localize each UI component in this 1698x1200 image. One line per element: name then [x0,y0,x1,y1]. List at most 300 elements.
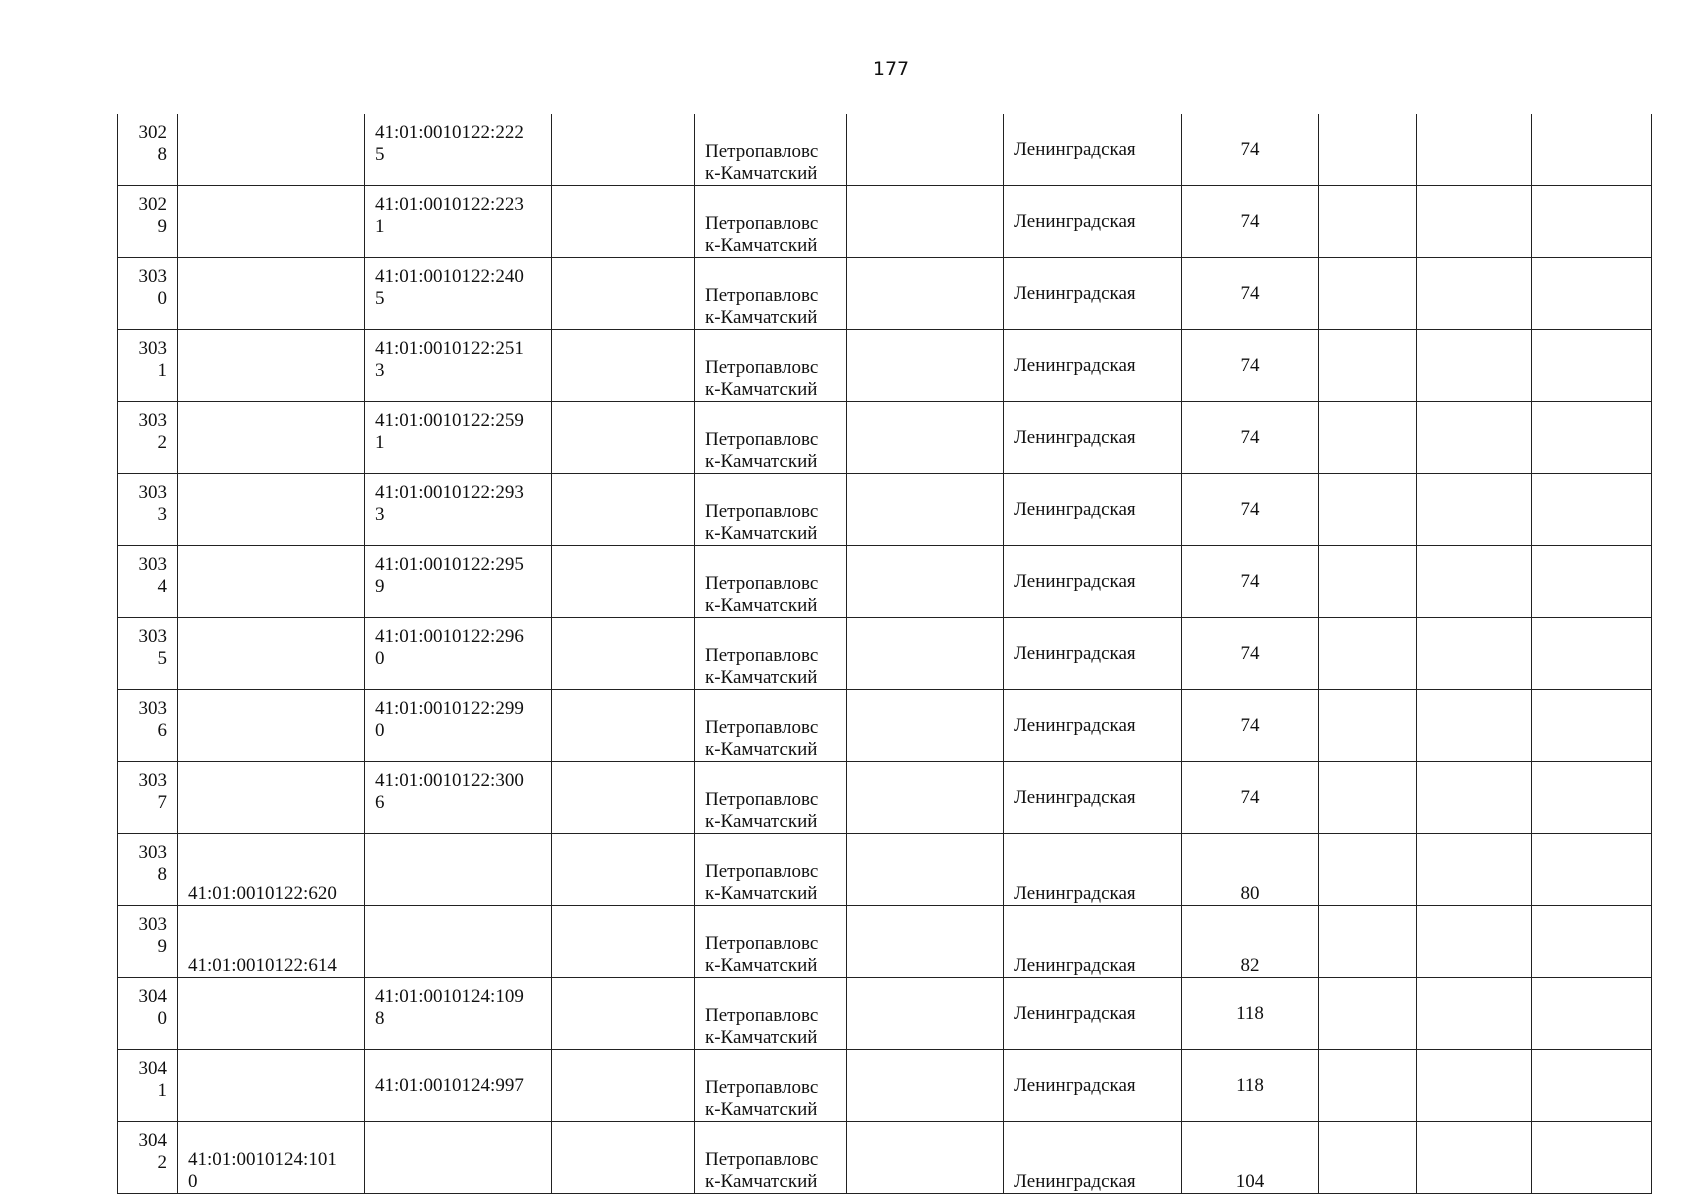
cadastral-number-b-cont: 0 [375,648,385,669]
city-name: Петропавловс [705,213,819,234]
city-name-cont: к-Камчатский [705,307,818,328]
cadastral-number-b: 41:01:0010122:240 [375,266,524,287]
city-name-cont: к-Камчатский [705,955,818,976]
row-number-part: 4 [157,576,167,597]
cadastral-number-a-cell [178,1122,365,1194]
empty-cell [847,690,1004,762]
empty-cell [1532,258,1652,330]
row-number-cell [118,546,178,618]
cadastral-number-b: 41:01:0010124:109 [375,986,524,1007]
city-cell [695,762,847,834]
empty-cell [847,186,1004,258]
registry-table [117,114,1652,1194]
street-name: Ленинградская [1014,955,1136,976]
city-name: Петропавловс [705,573,819,594]
row-number-part: 9 [157,216,167,237]
city-cell [695,546,847,618]
city-name-cont: к-Камчатский [705,451,818,472]
cadastral-number-b-cell [365,474,552,546]
city-name: Петропавловс [705,429,819,450]
empty-cell [552,834,695,906]
table-row [118,906,1652,978]
cadastral-number-b: 41:01:0010122:222 [375,122,524,143]
empty-cell [1532,114,1652,186]
empty-cell [1532,978,1652,1050]
cadastral-number-b: 41:01:0010122:299 [375,698,524,719]
row-number-part: 303 [138,554,167,575]
table-row [118,546,1652,618]
cadastral-number-b-cell [365,906,552,978]
row-number-part: 304 [138,1130,167,1151]
table-row [118,762,1652,834]
street-cell [1004,834,1182,906]
cadastral-number-b-cell [365,1122,552,1194]
empty-cell [552,258,695,330]
street-name: Ленинградская [1014,1002,1136,1024]
street-cell [1004,978,1182,1050]
empty-cell [1417,762,1532,834]
cadastral-number-b-cont: 1 [375,216,385,237]
empty-cell [1532,186,1652,258]
street-cell [1004,618,1182,690]
empty-cell [1417,258,1532,330]
table-row [118,1122,1652,1194]
empty-cell [552,906,695,978]
row-number-cell [118,906,178,978]
empty-cell [552,1122,695,1194]
house-number: 74 [1240,786,1260,808]
row-number-part: 303 [138,914,167,935]
city-name-cont: к-Камчатский [705,235,818,256]
empty-cell [1319,186,1417,258]
row-number-part: 302 [138,122,167,143]
house-number: 74 [1240,282,1260,304]
house-number: 80 [1240,883,1260,904]
street-name: Ленинградская [1014,786,1136,808]
cadastral-number-b-cell [365,1050,552,1122]
street-name: Ленинградская [1014,354,1136,376]
cadastral-number-b: 41:01:0010122:251 [375,338,524,359]
row-number-part: 304 [138,1058,167,1079]
house-number: 74 [1240,498,1260,520]
cadastral-number-a-cell [178,1050,365,1122]
row-number-cell [118,114,178,186]
row-number-part: 0 [157,1008,167,1029]
house-number: 74 [1240,138,1260,160]
empty-cell [1417,618,1532,690]
empty-cell [1532,330,1652,402]
city-cell [695,978,847,1050]
house-number-cell [1182,762,1319,834]
empty-cell [552,978,695,1050]
cadastral-number-b-cell [365,834,552,906]
empty-cell [1417,690,1532,762]
row-number-cell [118,618,178,690]
table-row [118,618,1652,690]
empty-cell [1319,402,1417,474]
empty-cell [1319,978,1417,1050]
cadastral-number-a-cell [178,474,365,546]
cadastral-number-b: 41:01:0010122:300 [375,770,524,791]
cadastral-number-a: 41:01:0010122:620 [188,883,337,904]
cadastral-number-b-cont: 9 [375,576,385,597]
house-number: 74 [1240,570,1260,592]
cadastral-number-b-cont: 3 [375,504,385,525]
empty-cell [1319,618,1417,690]
empty-cell [1417,546,1532,618]
empty-cell [1532,906,1652,978]
row-number-part: 303 [138,770,167,791]
empty-cell [1417,186,1532,258]
cadastral-number-a-cont: 0 [188,1171,198,1192]
street-cell [1004,114,1182,186]
street-name: Ленинградская [1014,210,1136,232]
house-number: 118 [1236,1002,1264,1024]
cadastral-number-b-cell [365,114,552,186]
table-row [118,690,1652,762]
city-cell [695,834,847,906]
street-cell [1004,474,1182,546]
house-number-cell [1182,834,1319,906]
empty-cell [1532,762,1652,834]
empty-cell [847,834,1004,906]
row-number-cell [118,762,178,834]
street-name: Ленинградская [1014,426,1136,448]
city-name: Петропавловс [705,1077,819,1098]
empty-cell [552,1050,695,1122]
house-number: 118 [1236,1074,1264,1096]
cadastral-number-a-cell [178,762,365,834]
house-number: 74 [1240,354,1260,376]
house-number: 74 [1240,426,1260,448]
empty-cell [552,690,695,762]
city-cell [695,402,847,474]
empty-cell [1417,474,1532,546]
empty-cell [847,474,1004,546]
house-number-cell [1182,330,1319,402]
row-number-part: 302 [138,194,167,215]
cadastral-number-b-cell [365,978,552,1050]
street-name: Ленинградская [1014,1074,1136,1096]
table-row [118,402,1652,474]
house-number: 74 [1240,714,1260,736]
cadastral-number-b-cont: 8 [375,1008,385,1029]
table-row [118,330,1652,402]
street-name: Ленинградская [1014,642,1136,664]
cadastral-number-b: 41:01:0010122:295 [375,554,524,575]
empty-cell [847,978,1004,1050]
empty-cell [847,546,1004,618]
row-number-part: 304 [138,986,167,1007]
empty-cell [552,618,695,690]
house-number-cell [1182,1050,1319,1122]
empty-cell [847,1050,1004,1122]
row-number-part: 6 [157,720,167,741]
cadastral-number-b: 41:01:0010122:259 [375,410,524,431]
house-number-cell [1182,186,1319,258]
empty-cell [552,762,695,834]
cadastral-number-b-cell [365,762,552,834]
cadastral-number-a-cell [178,618,365,690]
city-cell [695,1122,847,1194]
city-name: Петропавловс [705,1005,819,1026]
empty-cell [1417,1122,1532,1194]
empty-cell [1319,330,1417,402]
row-number-part: 9 [157,936,167,957]
cadastral-number-a-cell [178,978,365,1050]
row-number-part: 0 [157,288,167,309]
city-name: Петропавловс [705,141,819,162]
empty-cell [552,114,695,186]
city-name-cont: к-Камчатский [705,667,818,688]
street-name: Ленинградская [1014,1171,1136,1192]
row-number-part: 303 [138,698,167,719]
house-number: 104 [1235,1171,1265,1192]
city-cell [695,258,847,330]
table-row [118,474,1652,546]
city-cell [695,114,847,186]
house-number: 82 [1240,955,1260,976]
empty-cell [1532,1050,1652,1122]
cadastral-number-b-cell [365,258,552,330]
cadastral-number-b-cell [365,402,552,474]
street-cell [1004,258,1182,330]
city-name-cont: к-Камчатский [705,523,818,544]
city-name-cont: к-Камчатский [705,739,818,760]
empty-cell [1532,618,1652,690]
house-number-cell [1182,258,1319,330]
city-name-cont: к-Камчатский [705,1027,818,1048]
empty-cell [1417,1050,1532,1122]
street-cell [1004,1050,1182,1122]
city-name-cont: к-Камчатский [705,595,818,616]
cadastral-number-b-cell [365,690,552,762]
empty-cell [1417,114,1532,186]
city-cell [695,618,847,690]
cadastral-number-a: 41:01:0010122:614 [188,955,337,976]
city-name-cont: к-Камчатский [705,883,818,904]
city-name: Петропавловс [705,285,819,306]
empty-cell [1319,906,1417,978]
cadastral-number-a-cell [178,906,365,978]
house-number-cell [1182,978,1319,1050]
row-number-part: 1 [157,360,167,381]
empty-cell [1417,330,1532,402]
street-cell [1004,762,1182,834]
row-number-cell [118,1122,178,1194]
cadastral-number-a: 41:01:0010124:101 [188,1149,337,1170]
street-cell [1004,1122,1182,1194]
house-number-cell [1182,114,1319,186]
house-number-cell [1182,618,1319,690]
row-number-part: 7 [157,792,167,813]
cadastral-number-b-cont: 5 [375,288,385,309]
row-number-part: 303 [138,842,167,863]
empty-cell [1319,834,1417,906]
empty-cell [1319,114,1417,186]
row-number-part: 8 [157,864,167,885]
cadastral-number-a-cell [178,690,365,762]
empty-cell [1417,978,1532,1050]
empty-cell [847,330,1004,402]
empty-cell [1417,402,1532,474]
city-cell [695,690,847,762]
city-name-cont: к-Камчатский [705,811,818,832]
empty-cell [552,186,695,258]
city-name: Петропавловс [705,717,819,738]
cadastral-number-b-cont: 1 [375,432,385,453]
cadastral-number-b-cell [365,546,552,618]
house-number-cell [1182,474,1319,546]
empty-cell [1532,834,1652,906]
house-number-cell [1182,546,1319,618]
city-name-cont: к-Камчатский [705,163,818,184]
empty-cell [1319,546,1417,618]
empty-cell [847,618,1004,690]
empty-cell [847,1122,1004,1194]
registry-body [118,114,1652,1194]
house-number: 74 [1240,210,1260,232]
empty-cell [1417,906,1532,978]
empty-cell [552,546,695,618]
cadastral-number-b-cell [365,618,552,690]
house-number-cell [1182,402,1319,474]
city-name: Петропавловс [705,933,819,954]
cadastral-number-a-cell [178,186,365,258]
city-name: Петропавловс [705,501,819,522]
empty-cell [1319,1122,1417,1194]
page-number: 177 [872,58,910,80]
street-cell [1004,402,1182,474]
street-name: Ленинградская [1014,498,1136,520]
row-number-part: 303 [138,410,167,431]
row-number-part: 303 [138,626,167,647]
row-number-part: 303 [138,338,167,359]
cadastral-number-b: 41:01:0010124:997 [375,1074,524,1096]
street-name: Ленинградская [1014,570,1136,592]
row-number-part: 303 [138,266,167,287]
cadastral-number-b-cont: 0 [375,720,385,741]
city-name-cont: к-Камчатский [705,1171,818,1192]
city-cell [695,474,847,546]
empty-cell [1532,1122,1652,1194]
row-number-part: 5 [157,648,167,669]
table-row [118,114,1652,186]
empty-cell [1319,474,1417,546]
cadastral-number-b-cont: 3 [375,360,385,381]
street-name: Ленинградская [1014,714,1136,736]
street-name: Ленинградская [1014,282,1136,304]
cadastral-number-b-cont: 6 [375,792,385,813]
city-cell [695,1050,847,1122]
row-number-part: 8 [157,144,167,165]
empty-cell [552,330,695,402]
row-number-part: 2 [157,432,167,453]
empty-cell [847,114,1004,186]
city-name: Петропавловс [705,645,819,666]
row-number-cell [118,402,178,474]
empty-cell [1532,546,1652,618]
street-cell [1004,186,1182,258]
street-cell [1004,906,1182,978]
cadastral-number-a-cell [178,546,365,618]
cadastral-number-b: 41:01:0010122:223 [375,194,524,215]
empty-cell [1417,834,1532,906]
empty-cell [1532,690,1652,762]
house-number: 74 [1240,642,1260,664]
row-number-part: 2 [157,1152,167,1173]
table-row [118,186,1652,258]
cadastral-number-b: 41:01:0010122:296 [375,626,524,647]
empty-cell [847,762,1004,834]
row-number-cell [118,330,178,402]
cadastral-number-a-cell [178,258,365,330]
cadastral-number-a-cell [178,402,365,474]
cadastral-number-b: 41:01:0010122:293 [375,482,524,503]
city-name: Петропавловс [705,789,819,810]
empty-cell [1319,258,1417,330]
empty-cell [552,474,695,546]
row-number-cell [118,978,178,1050]
empty-cell [847,402,1004,474]
city-name: Петропавловс [705,357,819,378]
house-number-cell [1182,906,1319,978]
city-cell [695,186,847,258]
empty-cell [1319,762,1417,834]
street-cell [1004,330,1182,402]
row-number-part: 303 [138,482,167,503]
empty-cell [1319,690,1417,762]
empty-cell [1532,474,1652,546]
cadastral-number-b-cell [365,330,552,402]
table-row [118,258,1652,330]
street-cell [1004,690,1182,762]
row-number-cell [118,474,178,546]
table-row [118,1050,1652,1122]
cadastral-number-a-cell [178,834,365,906]
row-number-cell [118,834,178,906]
empty-cell [847,258,1004,330]
cadastral-number-b-cont: 5 [375,144,385,165]
empty-cell [847,906,1004,978]
row-number-cell [118,186,178,258]
street-name: Ленинградская [1014,883,1136,904]
house-number-cell [1182,1122,1319,1194]
row-number-part: 3 [157,504,167,525]
city-name-cont: к-Камчатский [705,1099,818,1120]
row-number-part: 1 [157,1080,167,1101]
cadastral-number-b-cell [365,186,552,258]
cadastral-number-a-cell [178,114,365,186]
city-name-cont: к-Камчатский [705,379,818,400]
row-number-cell [118,258,178,330]
table-row [118,834,1652,906]
city-cell [695,906,847,978]
empty-cell [1319,1050,1417,1122]
city-name: Петропавловс [705,861,819,882]
empty-cell [1532,402,1652,474]
cadastral-number-a-cell [178,330,365,402]
row-number-cell [118,1050,178,1122]
city-name: Петропавловс [705,1149,819,1170]
table-row [118,978,1652,1050]
house-number-cell [1182,690,1319,762]
street-cell [1004,546,1182,618]
city-cell [695,330,847,402]
row-number-cell [118,690,178,762]
street-name: Ленинградская [1014,138,1136,160]
empty-cell [552,402,695,474]
